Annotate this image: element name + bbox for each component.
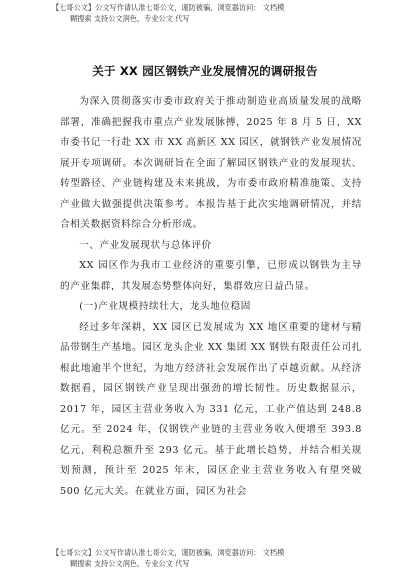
intro-paragraph: 为深入贯彻落实市委市政府关于推动制造业高质量发展的战略部署，准确把握我市重点产业发展脉搏，2025 年 8 月 5 日，XX 市委书记一行赴 XX 市 XX 高新区 XX 园区，就钢铁产业发展情况展开专项调研。本次调研旨在全面了解园区钢铁产业的发展现状、转型路径、产业链构建及未来挑战，为市委市政府精准施策、支持产业做大做强提供决策参考。本报告基于此次实地调研情况，并结合相关数据资料综合分析形成。 [60, 96, 362, 230]
subsection-heading: (一)产业规模持续壮大，龙头地位稳固 [79, 301, 251, 312]
page-header [52, 2, 387, 24]
header-line-2: 糊搜索 支持公文润色，专业公文 代写 [70, 14, 190, 23]
document-title: 关于 XX 园区钢铁产业发展情况的调研报告 [92, 64, 318, 78]
subsection-paragraph: 经过多年深耕，XX 园区已发展成为 XX 地区重要的建材与精品带钢生产基地。园区龙头企业 XX 集团 XX 钢铁有限责任公司扎根此地逾半个世纪，为地方经济社会发展作出了卓越贡献。从经济数据看，园区钢铁产业呈现出强劲的增长韧性。历史数据显示，2017 年，园区主营业务收入为 331 亿元，工业产值达到 248.8 亿元。至 2024 年，仅钢铁产业链的主营业务收入便增至 393.8 亿元，利税总额升至 293 亿元。基于此增长趋势，并结合相关规划预测，预计至 2025 年末，园区企业主营业务收入有望突破 500 亿元大关。在就业方面，园区为社会 [60, 321, 362, 497]
header-line-1: 【七哥公文】公文写作请认准七哥公文，谨防被骗，浏览器访问： 文档模 [52, 3, 285, 12]
footer-line-2: 糊搜索 支持公文润色，专业公文 代写 [70, 559, 190, 568]
footer-line-1: 【七哥公文】公文写作请认准七哥公文，谨防被骗，浏览器访问： 文档模 [52, 548, 285, 557]
section-heading: 一、产业发展现状与总体评价 [79, 239, 212, 251]
page-footer [52, 547, 387, 569]
section-paragraph: XX 园区作为我市工业经济的重要引擎，已形成以钢铁为主导的产业集群，其发展态势整体向好，集群效应日益凸显。 [60, 260, 362, 292]
document-body [60, 92, 362, 502]
